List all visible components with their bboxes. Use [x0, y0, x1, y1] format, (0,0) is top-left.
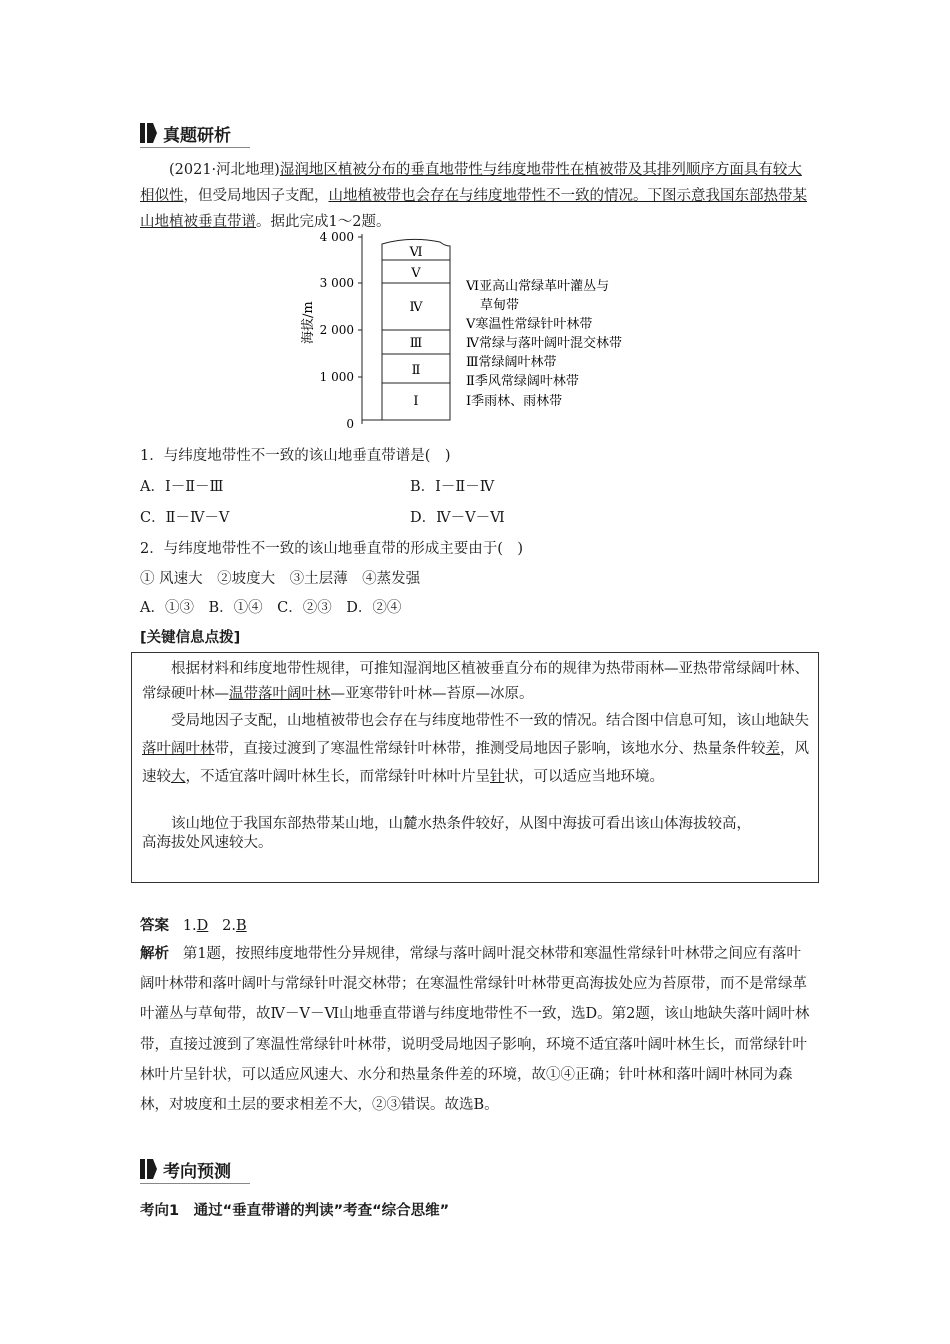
- band-label-1: Ⅰ: [413, 394, 419, 409]
- analysis-paragraph: [140, 939, 814, 1120]
- key-underline-large: 大: [171, 769, 186, 785]
- tick-label-4000: 4 000: [319, 230, 354, 244]
- section-header-forecast: [140, 1157, 231, 1181]
- section-marker-icon: [140, 123, 157, 143]
- key-info-paragraph-2: 受局地因子支配，山地植被带也会存在与纬度地带性不一致的情况。结合图中信息可知，该山地缺失落叶阔叶林带，直接过渡到了寒温性常绿针叶林带，推测受局地因子影响，该地水分、热量条件较差，风速较大，不适宜落叶阔叶林生长，而常绿针叶林叶片呈针状，可以适应当地环境。: [142, 713, 809, 785]
- question-1-option-a: A．Ⅰ－Ⅱ－Ⅲ: [140, 479, 224, 495]
- answer-line: 答案 1.D 2.B: [140, 918, 247, 934]
- analysis-text: 第1题，按照纬度地带性分异规律，常绿与落叶阔叶混交林带和寒温性常绿针叶林带之间应有落叶阔叶林带和落叶阔叶与常绿针叶混交林带；在寒温性常绿针叶林带更高海拔处应为苔原带，而不是常绿革叶灌丛与草甸带，故Ⅳ－Ⅴ－Ⅵ山地垂直带谱与纬度地带性不一致，选D。第2题，该山地缺失落叶阔叶林带，直接过渡到了寒温性常绿针叶林带，说明受局地因子影响，环境不适宜落叶阔叶林生长，而常绿针叶林叶片呈针状，可以适应风速大、水分和热量条件差的环境，故①④正确；针叶林和落叶阔叶林同为森林，对坡度和土层的要求相差不大，②③错误。故选B。: [140, 946, 810, 1114]
- legend-item-3: Ⅲ常绿阔叶林带: [466, 355, 557, 370]
- direction-1-heading: 考向1 通过“垂直带谱的判读”考查“综合思维”: [140, 1203, 450, 1219]
- section-marker-icon: [140, 1159, 157, 1179]
- legend-item-6-cont: 草甸带: [480, 298, 520, 313]
- question-1-option-b: B．Ⅰ－Ⅱ－Ⅳ: [410, 479, 495, 495]
- band-label-5: Ⅴ: [411, 266, 421, 281]
- intro-text-5: 。据此完成1～2题。: [256, 214, 391, 230]
- section-divider: [140, 147, 250, 148]
- intro-underlined-2: 山地植被带也会存在与纬度地带性不一致的情况: [328, 188, 633, 204]
- answer-label: 答案: [140, 918, 169, 934]
- answer-2: B: [235, 918, 247, 934]
- key-info-label: [关键信息点拨]: [140, 630, 241, 646]
- intro-underlined-1: 湿润地区植被分布的垂直地带性与纬度地带性在植被带及其排列顺序方面具有较大相似性: [140, 162, 802, 204]
- key-underline-temperate: 温带落叶阔叶林: [229, 686, 331, 702]
- section-header-research: [140, 121, 231, 145]
- tick-label-3000: 3 000: [319, 276, 354, 290]
- key-underline-deciduous: 落叶阔叶林: [142, 741, 215, 757]
- legend-item-4: Ⅳ常绿与落叶阔叶混交林带: [466, 336, 622, 351]
- band-label-4: Ⅳ: [409, 300, 423, 315]
- legend-item-2: Ⅱ季风常绿阔叶林带: [466, 374, 579, 389]
- intro-underlined-3: 。下图示意我国东部热带某山地植被垂直带谱: [140, 188, 807, 230]
- tick-label-1000: 1 000: [319, 370, 354, 384]
- question-1-option-c: C．Ⅱ－Ⅳ－Ⅴ: [140, 510, 230, 526]
- section-divider: [140, 1183, 250, 1184]
- key-info-paragraph-3: 该山地位于我国东部热带某山地，山麓水热条件较好，从图中海拔可看出该山体海拔较高， 高海拔处风速较大。: [142, 816, 751, 851]
- y-axis-label: 海拔/m: [301, 301, 316, 344]
- question-2-options: A．①③ B．①④ C．②③ D．②④: [140, 600, 402, 616]
- band-label-2: Ⅱ: [411, 363, 421, 378]
- question-1-stem: 1．与纬度地带性不一致的该山地垂直带谱是( ): [140, 448, 451, 464]
- tick-label-0: 0: [346, 417, 354, 431]
- intro-text-2: ，但受局地因子支配，: [183, 188, 329, 204]
- y-ticks: [358, 237, 362, 377]
- section-title: 真题研析: [163, 125, 231, 146]
- question-2-items: ① 风速大 ②坡度大 ③土层薄 ④蒸发强: [140, 571, 421, 587]
- question-2-stem: 2．与纬度地带性不一致的该山地垂直带的形成主要由于( ): [140, 541, 524, 557]
- legend-item-1: Ⅰ季雨林、雨林带: [466, 394, 563, 409]
- intro-paragraph: [140, 157, 812, 235]
- key-info-paragraph-1: 根据材料和纬度地带性规律，可推知湿润地区植被垂直分布的规律为热带雨林—亚热带常绿阔叶林、常绿硬叶林—温带落叶阔叶林—亚寒带针叶林—苔原—冰原。: [142, 661, 809, 702]
- band-label-3: Ⅲ: [409, 336, 423, 351]
- question-1-option-d: D．Ⅳ－Ⅴ－Ⅵ: [410, 510, 505, 526]
- legend-item-6: Ⅵ亚高山常绿革叶灌丛与: [466, 279, 610, 294]
- key-underline-needle: 针: [490, 769, 505, 785]
- key-underline-poor: 差: [765, 741, 780, 757]
- band-label-6: Ⅵ: [409, 245, 423, 260]
- answer-1: D: [196, 918, 209, 934]
- vegetation-zone-figure: [290, 226, 670, 436]
- analysis-label: 解析: [140, 946, 169, 962]
- tick-label-2000: 2 000: [319, 323, 354, 337]
- source-tag: (2021·河北地理): [169, 162, 280, 178]
- section-title: 考向预测: [163, 1161, 231, 1182]
- legend-item-5: Ⅴ寒温性常绿针叶林带: [466, 317, 593, 332]
- key-info-box: [131, 652, 819, 883]
